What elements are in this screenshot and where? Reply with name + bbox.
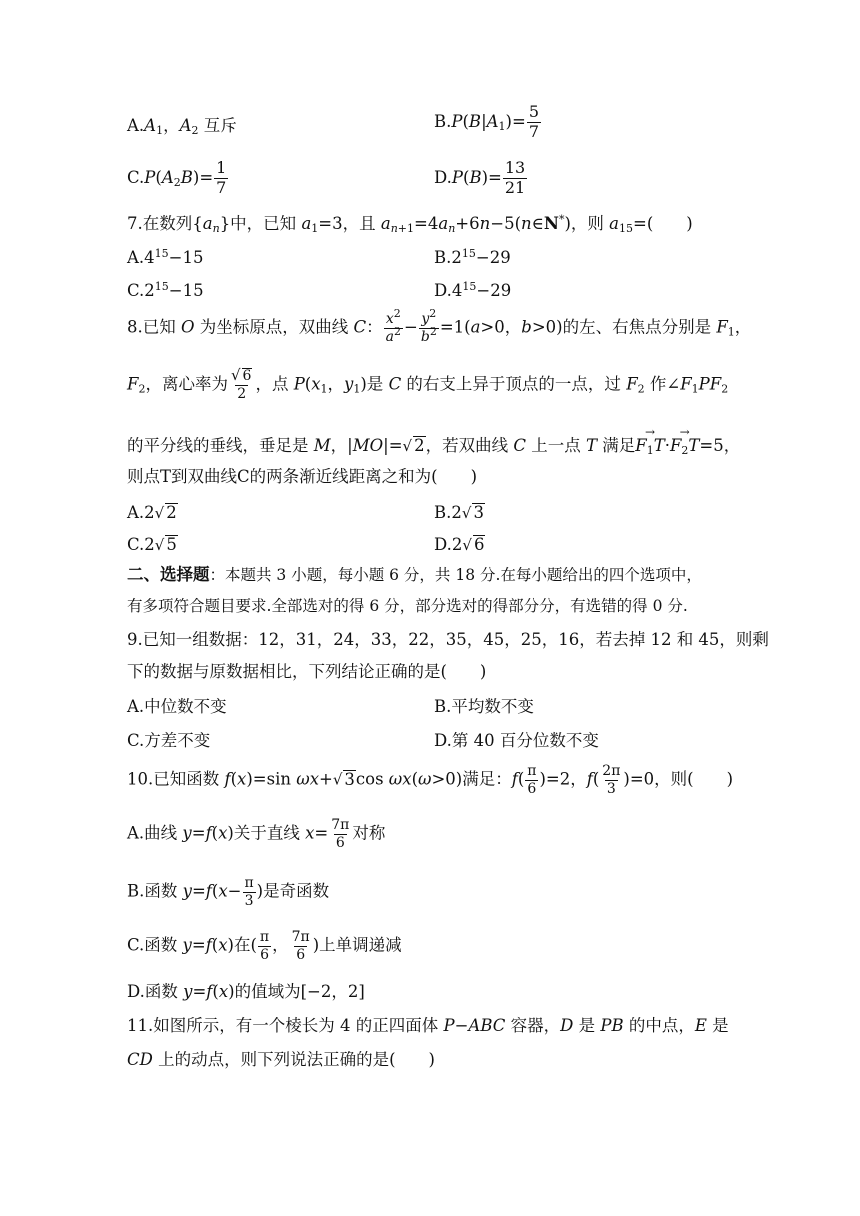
q8-stem-line4: 则点T到双曲线C的两条渐近线距离之和为( )	[127, 467, 478, 486]
q9-stem-line2: 下的数据与原数据相比，下列结论正确的是( )	[127, 662, 487, 681]
q8-stem-line1: 8.已知 O 为坐标原点，双曲线 C： $\frac{x^2}{a^2}$ − $\frac{y^2}{b^2}$ =1(a>0，b>0)的左、右焦点分别是 $F_1$，	[127, 307, 752, 345]
q10-option-c[interactable]: C.函数 y=f(x)在( $\frac{\pi}{6}$ ， $\frac{7\pi}{6}$ )上单调递减	[127, 929, 402, 963]
q10-option-d[interactable]: D.函数 y=f(x)的值域为[−2，2]	[127, 982, 365, 1001]
q8-stem-line3: 的平分线的垂线，垂足是 M，|MO|=√ 2，若双曲线 C 上一点 T 满足→ $F_1T\cdot\to F_2T=5$，	[127, 436, 740, 455]
q7-option-a[interactable]: $A.4^{15}-15$	[127, 247, 204, 267]
q10-stem: 10.已知函数 f(x)=sin ωx+√ 3cos ωx(ω>0)满足：f( $\frac{\pi}{6}$ )=2，f( $\frac{2\pi}{3}$ )=0，则( )	[127, 763, 734, 797]
q6-option-a[interactable]: $A.A_1$，$A_2$ 互斥	[127, 116, 237, 137]
q9-option-c[interactable]: C.方差不变	[127, 731, 211, 750]
q10-option-a[interactable]: A.曲线 y=f(x)关于直线 x= $\frac{7\pi}{6}$ 对称	[127, 817, 386, 851]
q8-stem-line2: $F_2$，离心率为 $\frac{√ 6}{2}$ ，点 $P(x_1$，$y_1$)是 C 的右支上异于顶点的一点，过 $F_2$ 作$\angle F_1PF_2$	[127, 366, 729, 403]
q7-option-d[interactable]: $D.4^{15}-29$	[434, 280, 512, 300]
q11-stem-line1: 11.如图所示，有一个棱长为 4 的正四面体 P−ABC 容器，D 是 PB 的中点，E 是	[127, 1016, 729, 1035]
q9-option-d[interactable]: D.第 40 百分位数不变	[434, 731, 599, 750]
q8-option-d[interactable]: D.2√ 6	[434, 535, 485, 554]
q8-option-c[interactable]: C.2√ 5	[127, 535, 177, 554]
q9-option-b[interactable]: B.平均数不变	[434, 697, 534, 716]
q11-stem-line2: CD 上的动点，则下列说法正确的是( )	[127, 1050, 435, 1069]
section2-text: ：本题共 3 小题，每小题 6 分，共 18 分.在每小题给出的四个选项中，	[209, 566, 702, 584]
q9-option-a[interactable]: A.中位数不变	[127, 697, 227, 716]
q6-option-b[interactable]: $B.P(B|A_1)=$ $\frac{5}{7}$	[434, 102, 539, 141]
section2-title: 二、选择题	[127, 565, 210, 584]
q8-option-b[interactable]: B.2√ 3	[434, 503, 484, 522]
q9-stem-line1: 9.已知一组数据：12，31，24，33，22，35，45，25，16，若去掉 12 和 45，则剩	[127, 630, 769, 649]
q7-option-b[interactable]: $B.2^{15}-29$	[434, 247, 511, 267]
section2-line2: 有多项符合题目要求.全部选对的得 6 分，部分选对的得部分分，有选错的得 0 分.	[127, 597, 688, 615]
section2-line1	[127, 567, 702, 584]
q8-option-a[interactable]: A.2√ 2	[127, 503, 177, 522]
q7-option-c[interactable]: $C.2^{15}-15$	[127, 280, 204, 300]
q10-option-b[interactable]: B.函数 y=f(x− $\frac{\pi}{3}$ )是奇函数	[127, 875, 330, 909]
q7-stem: 7.在数列$\{a_n\}$中，已知 $a_1=3$，且 $a_{n+1}=4a_n+6n-5(n\in N^*)$，则 $a_{15}=$( )	[127, 213, 693, 235]
q6-option-d[interactable]: D.P(B)= $\frac{13}{21}$	[434, 158, 526, 197]
q6-option-c[interactable]: $C.P(A_2B)=$ $\frac{1}{7}$	[127, 158, 227, 197]
